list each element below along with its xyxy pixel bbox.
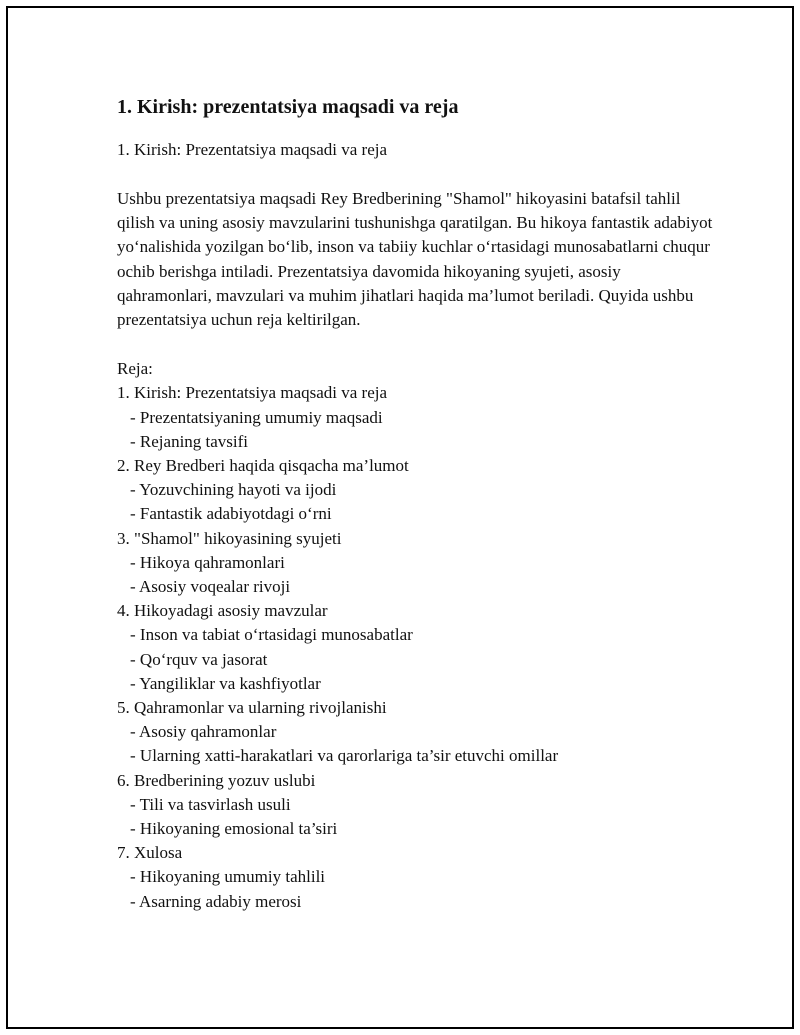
- plan-section-title: 4. Hikoyadagi asosiy mavzular: [117, 601, 328, 621]
- plan-section-title: 7. Xulosa: [117, 843, 183, 863]
- plan-section-title: 5. Qahramonlar va ularning rivojlanishi: [117, 698, 387, 718]
- plan-sub-item: - Inson va tabiat o‘rtasidagi munosabatlar: [130, 625, 413, 645]
- plan-sub-item: - Yangiliklar va kashfiyotlar: [130, 673, 321, 693]
- plan-section: [117, 527, 717, 600]
- plan-section-title: 3. "Shamol" hikoyasining syujeti: [117, 528, 342, 548]
- plan-section-title: 1. Kirish: Prezentatsiya maqsadi va reja: [117, 383, 388, 403]
- plan-sub-item: - Fantastik adabiyotdagi o‘rni: [130, 504, 332, 524]
- plan-sub-item: - Rejaning tavsifi: [130, 431, 249, 451]
- plan-sub-item: - Hikoya qahramonlari: [130, 552, 285, 572]
- plan-sub-item: - Asosiy qahramonlar: [130, 722, 277, 742]
- plan-sub-item: - Asosiy voqealar rivoji: [130, 577, 291, 597]
- intro-paragraph: Ushbu prezentatsiya maqsadi Rey Bredberining "Shamol" hikoyasini batafsil tahlil qilish va uning asosiy mavzularini tushunishga qaratilgan. Bu hikoya fantastik adabiyot yo‘nalishida yozilgan bo‘lib, inson va tabiiy kuchlar o‘rtasidagi munosabatlarni chuqur ochib berishga intiladi. Prezentatsiya davomida hikoyaning syujeti, asosiy qahramonlari, mavzulari va muhim jihatlari haqida ma’lumot beriladi. Quyida ushbu prezentatsiya uchun reja keltirilgan.: [117, 189, 713, 330]
- section-subheading: 1. Kirish: Prezentatsiya maqsadi va reja: [117, 140, 388, 159]
- plan-sub-item: - Hikoyaning emosional ta’siri: [130, 819, 338, 839]
- page-title: 1. Kirish: prezentatsiya maqsadi va reja: [117, 96, 459, 118]
- plan-sub-item: - Yozuvchining hayoti va ijodi: [130, 480, 337, 500]
- plan-section: [117, 841, 717, 914]
- plan-sub-item: - Prezentatsiyaning umumiy maqsadi: [130, 407, 383, 427]
- plan-sub-item: - Qo‘rquv va jasorat: [130, 649, 268, 669]
- plan-section: [117, 381, 717, 454]
- plan-label: Reja:: [117, 359, 153, 379]
- plan-sub-item: - Asarning adabiy merosi: [130, 891, 302, 911]
- plan-sub-item: - Ularning xatti-harakatlari va qarorlariga ta’sir etuvchi omillar: [130, 746, 559, 766]
- plan-section: [117, 769, 717, 842]
- plan-section-title: 6. Bredberining yozuv uslubi: [117, 770, 316, 790]
- plan-list: [117, 381, 717, 913]
- plan-sub-item: - Hikoyaning umumiy tahlili: [130, 867, 326, 887]
- document-content: [117, 93, 717, 914]
- plan-section-title: 2. Rey Bredberi haqida qisqacha ma’lumot: [117, 456, 409, 476]
- plan-sub-item: - Tili va tasvirlash usuli: [130, 794, 291, 814]
- plan-section: [117, 599, 717, 696]
- plan-section: [117, 696, 717, 769]
- plan-section: [117, 454, 717, 527]
